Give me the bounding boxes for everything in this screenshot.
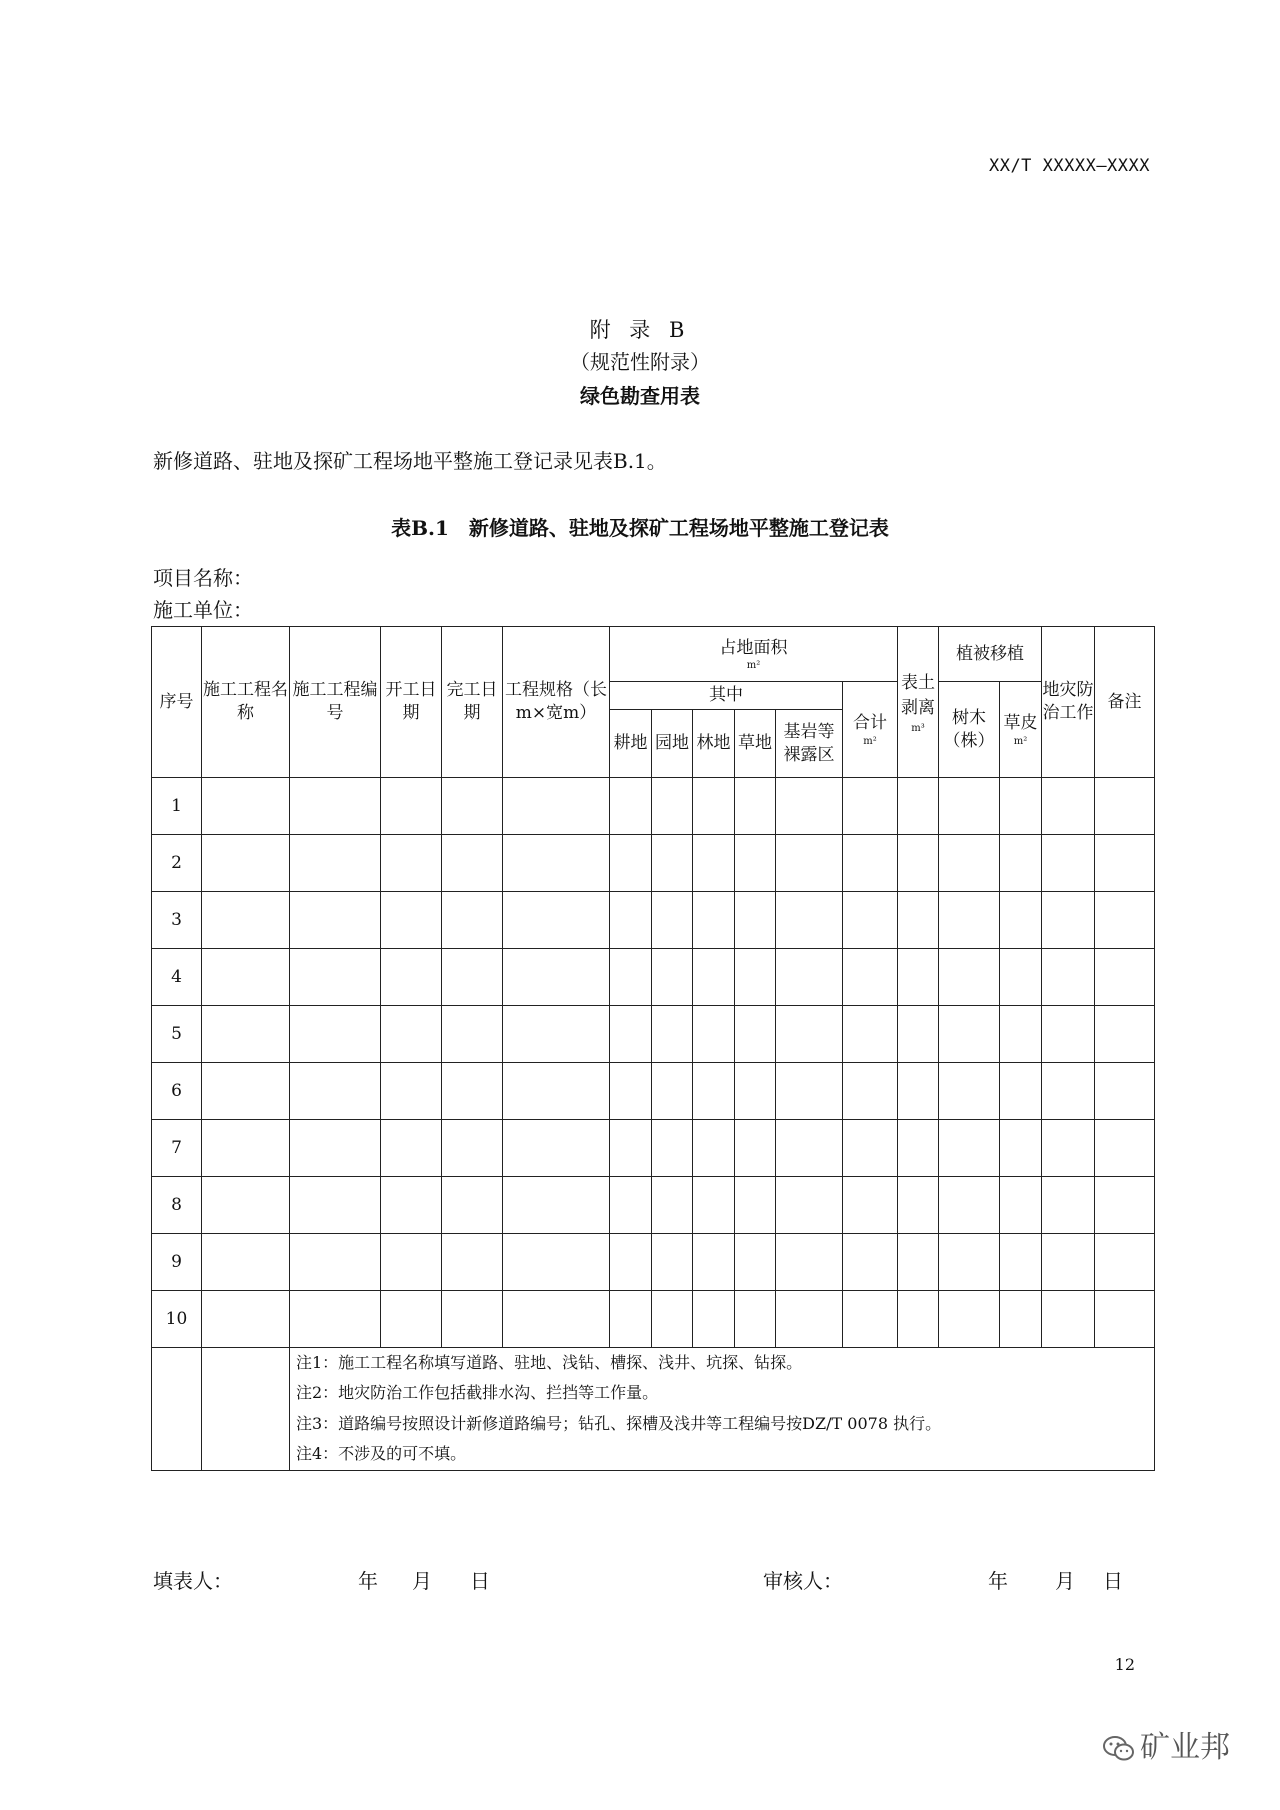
empty-cell xyxy=(290,1177,381,1234)
empty-cell xyxy=(1000,1234,1042,1291)
empty-cell xyxy=(843,1006,898,1063)
empty-cell xyxy=(776,1063,843,1120)
table-row xyxy=(152,1063,1155,1120)
empty-cell xyxy=(442,1006,503,1063)
empty-cell xyxy=(202,1291,290,1348)
empty-cell xyxy=(939,949,1000,1006)
empty-cell xyxy=(843,835,898,892)
empty-cell xyxy=(503,1063,610,1120)
empty-cell xyxy=(202,1120,290,1177)
empty-cell xyxy=(693,1120,735,1177)
row-number: 6 xyxy=(152,1063,202,1120)
empty-cell xyxy=(843,949,898,1006)
filler-day: 日 xyxy=(470,1569,490,1593)
empty-cell xyxy=(610,1063,652,1120)
empty-cell xyxy=(776,1120,843,1177)
empty-cell xyxy=(776,1177,843,1234)
empty-cell xyxy=(939,1006,1000,1063)
header-end-date: 完工日期 xyxy=(442,627,503,778)
table-row xyxy=(152,1006,1155,1063)
empty-cell xyxy=(381,778,442,835)
empty-cell xyxy=(1042,1234,1095,1291)
header-start-date: 开工日期 xyxy=(381,627,442,778)
watermark-text: 矿业邦 xyxy=(1140,1730,1230,1765)
empty-cell xyxy=(843,1120,898,1177)
empty-cell xyxy=(898,1063,939,1120)
standard-code: XX/T XXXXX—XXXX xyxy=(988,156,1150,176)
empty-cell xyxy=(939,1291,1000,1348)
empty-cell xyxy=(290,1234,381,1291)
page-number: 12 xyxy=(1114,1655,1135,1674)
empty-cell xyxy=(381,1063,442,1120)
note-3: 注3：道路编号按照设计新修道路编号；钻孔、探槽及浅井等工程编号按DZ/T 0078 执行。 xyxy=(296,1413,942,1433)
registration-table xyxy=(151,626,1155,1471)
empty-cell xyxy=(776,1006,843,1063)
reviewer-year: 年 xyxy=(988,1569,1008,1593)
empty-cell xyxy=(381,892,442,949)
table-caption: 表B.1 新修道路、驻地及探矿工程场地平整施工登记表 xyxy=(391,516,889,540)
empty-cell xyxy=(1042,1006,1095,1063)
header-veg-transplant: 植被移植 xyxy=(939,627,1042,682)
empty-cell xyxy=(381,1291,442,1348)
empty-cell xyxy=(843,1063,898,1120)
empty-cell xyxy=(1095,949,1155,1006)
empty-cell xyxy=(381,1234,442,1291)
empty-cell xyxy=(776,949,843,1006)
empty-cell xyxy=(381,1006,442,1063)
empty-cell xyxy=(898,1006,939,1063)
empty-cell xyxy=(503,1177,610,1234)
empty-cell xyxy=(1042,778,1095,835)
empty-cell xyxy=(503,1291,610,1348)
empty-cell xyxy=(776,1291,843,1348)
empty-cell xyxy=(652,1177,693,1234)
empty-cell xyxy=(735,1006,776,1063)
empty-cell xyxy=(939,1063,1000,1120)
note-4: 注4：不涉及的可不填。 xyxy=(296,1444,467,1464)
header-disaster: 地灾防治工作 xyxy=(1042,627,1095,778)
filler-label: 填表人： xyxy=(153,1569,233,1593)
header-grass: 草地 xyxy=(735,710,776,778)
header-name: 施工工程名称 xyxy=(202,627,290,778)
empty-cell xyxy=(1042,1291,1095,1348)
empty-cell xyxy=(290,1063,381,1120)
empty-cell xyxy=(693,892,735,949)
empty-cell xyxy=(898,892,939,949)
empty-cell xyxy=(652,835,693,892)
table-row xyxy=(152,778,1155,835)
empty-cell xyxy=(503,1006,610,1063)
table-row xyxy=(152,1177,1155,1234)
empty-cell xyxy=(442,778,503,835)
empty-cell xyxy=(735,1234,776,1291)
row-number: 5 xyxy=(152,1006,202,1063)
empty-cell xyxy=(652,1006,693,1063)
empty-cell xyxy=(442,1120,503,1177)
notes-blank-cell xyxy=(202,1348,290,1471)
empty-cell xyxy=(1000,1120,1042,1177)
empty-cell xyxy=(939,892,1000,949)
empty-cell xyxy=(1000,1177,1042,1234)
empty-cell xyxy=(202,949,290,1006)
watermark xyxy=(1102,1722,1230,1766)
header-spec: 工程规格（长m×宽m） xyxy=(503,627,610,778)
empty-cell xyxy=(693,1234,735,1291)
empty-cell xyxy=(1042,1063,1095,1120)
empty-cell xyxy=(1095,1120,1155,1177)
empty-cell xyxy=(776,835,843,892)
empty-cell xyxy=(735,949,776,1006)
construction-unit-label: 施工单位： xyxy=(153,598,253,622)
header-bedrock: 基岩等裸露区 xyxy=(776,710,843,778)
header-area: 占地面积 m² xyxy=(610,627,898,682)
empty-cell xyxy=(735,892,776,949)
header-turf: 草皮 m² xyxy=(1000,682,1042,778)
empty-cell xyxy=(610,1120,652,1177)
empty-cell xyxy=(503,778,610,835)
empty-cell xyxy=(202,1177,290,1234)
row-number: 7 xyxy=(152,1120,202,1177)
empty-cell xyxy=(290,1006,381,1063)
empty-cell xyxy=(503,892,610,949)
row-number: 10 xyxy=(152,1291,202,1348)
empty-cell xyxy=(735,1120,776,1177)
table-row xyxy=(152,949,1155,1006)
table-row xyxy=(152,1234,1155,1291)
empty-cell xyxy=(693,1006,735,1063)
empty-cell xyxy=(290,1291,381,1348)
empty-cell xyxy=(202,1234,290,1291)
empty-cell xyxy=(735,835,776,892)
empty-cell xyxy=(381,835,442,892)
empty-cell xyxy=(1000,1291,1042,1348)
empty-cell xyxy=(735,1063,776,1120)
empty-cell xyxy=(1095,892,1155,949)
header-seq: 序号 xyxy=(152,627,202,778)
empty-cell xyxy=(843,1291,898,1348)
empty-cell xyxy=(898,949,939,1006)
empty-cell xyxy=(898,778,939,835)
empty-cell xyxy=(1000,1063,1042,1120)
empty-cell xyxy=(503,1234,610,1291)
empty-cell xyxy=(442,1063,503,1120)
row-number: 2 xyxy=(152,835,202,892)
empty-cell xyxy=(1042,1177,1095,1234)
empty-cell xyxy=(652,949,693,1006)
empty-cell xyxy=(290,1120,381,1177)
empty-cell xyxy=(1095,1063,1155,1120)
appendix-name: 绿色勘查用表 xyxy=(580,384,700,408)
header-garden: 园地 xyxy=(652,710,693,778)
intro-paragraph: 新修道路、驻地及探矿工程场地平整施工登记录见表B.1。 xyxy=(153,449,667,473)
header-topsoil: 表土剥离 m³ xyxy=(898,627,939,778)
table-row xyxy=(152,835,1155,892)
empty-cell xyxy=(1042,949,1095,1006)
empty-cell xyxy=(693,835,735,892)
empty-cell xyxy=(202,835,290,892)
empty-cell xyxy=(652,1234,693,1291)
empty-cell xyxy=(693,778,735,835)
empty-cell xyxy=(290,949,381,1006)
reviewer-label: 审核人： xyxy=(763,1569,843,1593)
empty-cell xyxy=(1000,835,1042,892)
empty-cell xyxy=(503,835,610,892)
empty-cell xyxy=(1042,835,1095,892)
empty-cell xyxy=(610,1234,652,1291)
empty-cell xyxy=(693,949,735,1006)
empty-cell xyxy=(898,1291,939,1348)
project-name-label: 项目名称： xyxy=(153,566,253,590)
reviewer-month: 月 xyxy=(1055,1569,1075,1593)
empty-cell xyxy=(610,1177,652,1234)
row-number: 8 xyxy=(152,1177,202,1234)
empty-cell xyxy=(898,1234,939,1291)
empty-cell xyxy=(1000,892,1042,949)
header-forest: 林地 xyxy=(693,710,735,778)
empty-cell xyxy=(843,892,898,949)
empty-cell xyxy=(735,1177,776,1234)
empty-cell xyxy=(652,778,693,835)
empty-cell xyxy=(693,1063,735,1120)
empty-cell xyxy=(1000,949,1042,1006)
empty-cell xyxy=(843,1177,898,1234)
empty-cell xyxy=(442,835,503,892)
empty-cell xyxy=(1000,1006,1042,1063)
empty-cell xyxy=(290,892,381,949)
empty-cell xyxy=(843,778,898,835)
appendix-title: 附 录 B xyxy=(589,318,691,342)
note-1: 注1：施工工程名称填写道路、驻地、浅钻、槽探、浅井、坑探、钻探。 xyxy=(296,1353,803,1372)
header-trees: 树木（株） xyxy=(939,682,1000,778)
empty-cell xyxy=(776,892,843,949)
empty-cell xyxy=(939,1120,1000,1177)
empty-cell xyxy=(898,835,939,892)
header-farmland: 耕地 xyxy=(610,710,652,778)
empty-cell xyxy=(652,892,693,949)
row-number: 9 xyxy=(152,1234,202,1291)
empty-cell xyxy=(1095,1006,1155,1063)
empty-cell xyxy=(939,778,1000,835)
empty-cell xyxy=(442,1234,503,1291)
table-row xyxy=(152,892,1155,949)
empty-cell xyxy=(202,892,290,949)
empty-cell xyxy=(610,1006,652,1063)
empty-cell xyxy=(939,1177,1000,1234)
empty-cell xyxy=(843,1234,898,1291)
empty-cell xyxy=(442,1291,503,1348)
row-number: 1 xyxy=(152,778,202,835)
empty-cell xyxy=(939,835,1000,892)
empty-cell xyxy=(693,1177,735,1234)
notes-blank-cell xyxy=(152,1348,202,1471)
empty-cell xyxy=(442,1177,503,1234)
row-number: 3 xyxy=(152,892,202,949)
empty-cell xyxy=(610,778,652,835)
empty-cell xyxy=(735,778,776,835)
empty-cell xyxy=(1042,1120,1095,1177)
table-row xyxy=(152,1120,1155,1177)
empty-cell xyxy=(652,1063,693,1120)
row-number: 4 xyxy=(152,949,202,1006)
note-2: 注2：地灾防治工作包括截排水沟、拦挡等工作量。 xyxy=(296,1383,659,1403)
empty-cell xyxy=(776,778,843,835)
empty-cell xyxy=(202,778,290,835)
empty-cell xyxy=(1000,778,1042,835)
empty-cell xyxy=(1095,778,1155,835)
empty-cell xyxy=(898,1120,939,1177)
empty-cell xyxy=(442,892,503,949)
header-total: 合计 m² xyxy=(843,682,898,778)
empty-cell xyxy=(610,892,652,949)
empty-cell xyxy=(381,1120,442,1177)
empty-cell xyxy=(652,1291,693,1348)
header-of-which: 其中 xyxy=(610,682,843,710)
empty-cell xyxy=(610,949,652,1006)
appendix-type: （规范性附录） xyxy=(570,350,710,374)
empty-cell xyxy=(1095,835,1155,892)
filler-year: 年 xyxy=(358,1569,378,1593)
empty-cell xyxy=(1095,1234,1155,1291)
empty-cell xyxy=(381,1177,442,1234)
empty-cell xyxy=(503,949,610,1006)
empty-cell xyxy=(898,1177,939,1234)
empty-cell xyxy=(202,1006,290,1063)
empty-cell xyxy=(939,1234,1000,1291)
empty-cell xyxy=(290,778,381,835)
notes-cell xyxy=(290,1348,1155,1471)
empty-cell xyxy=(776,1234,843,1291)
empty-cell xyxy=(652,1120,693,1177)
empty-cell xyxy=(1095,1291,1155,1348)
table-row xyxy=(152,1291,1155,1348)
empty-cell xyxy=(1042,892,1095,949)
header-code: 施工工程编号 xyxy=(290,627,381,778)
empty-cell xyxy=(1095,1177,1155,1234)
filler-month: 月 xyxy=(412,1569,432,1593)
empty-cell xyxy=(693,1291,735,1348)
empty-cell xyxy=(610,1291,652,1348)
wechat-icon xyxy=(1102,1734,1136,1764)
empty-cell xyxy=(202,1063,290,1120)
reviewer-day: 日 xyxy=(1103,1569,1123,1593)
empty-cell xyxy=(503,1120,610,1177)
empty-cell xyxy=(442,949,503,1006)
header-remarks: 备注 xyxy=(1095,627,1155,778)
empty-cell xyxy=(735,1291,776,1348)
empty-cell xyxy=(610,835,652,892)
empty-cell xyxy=(290,835,381,892)
empty-cell xyxy=(381,949,442,1006)
